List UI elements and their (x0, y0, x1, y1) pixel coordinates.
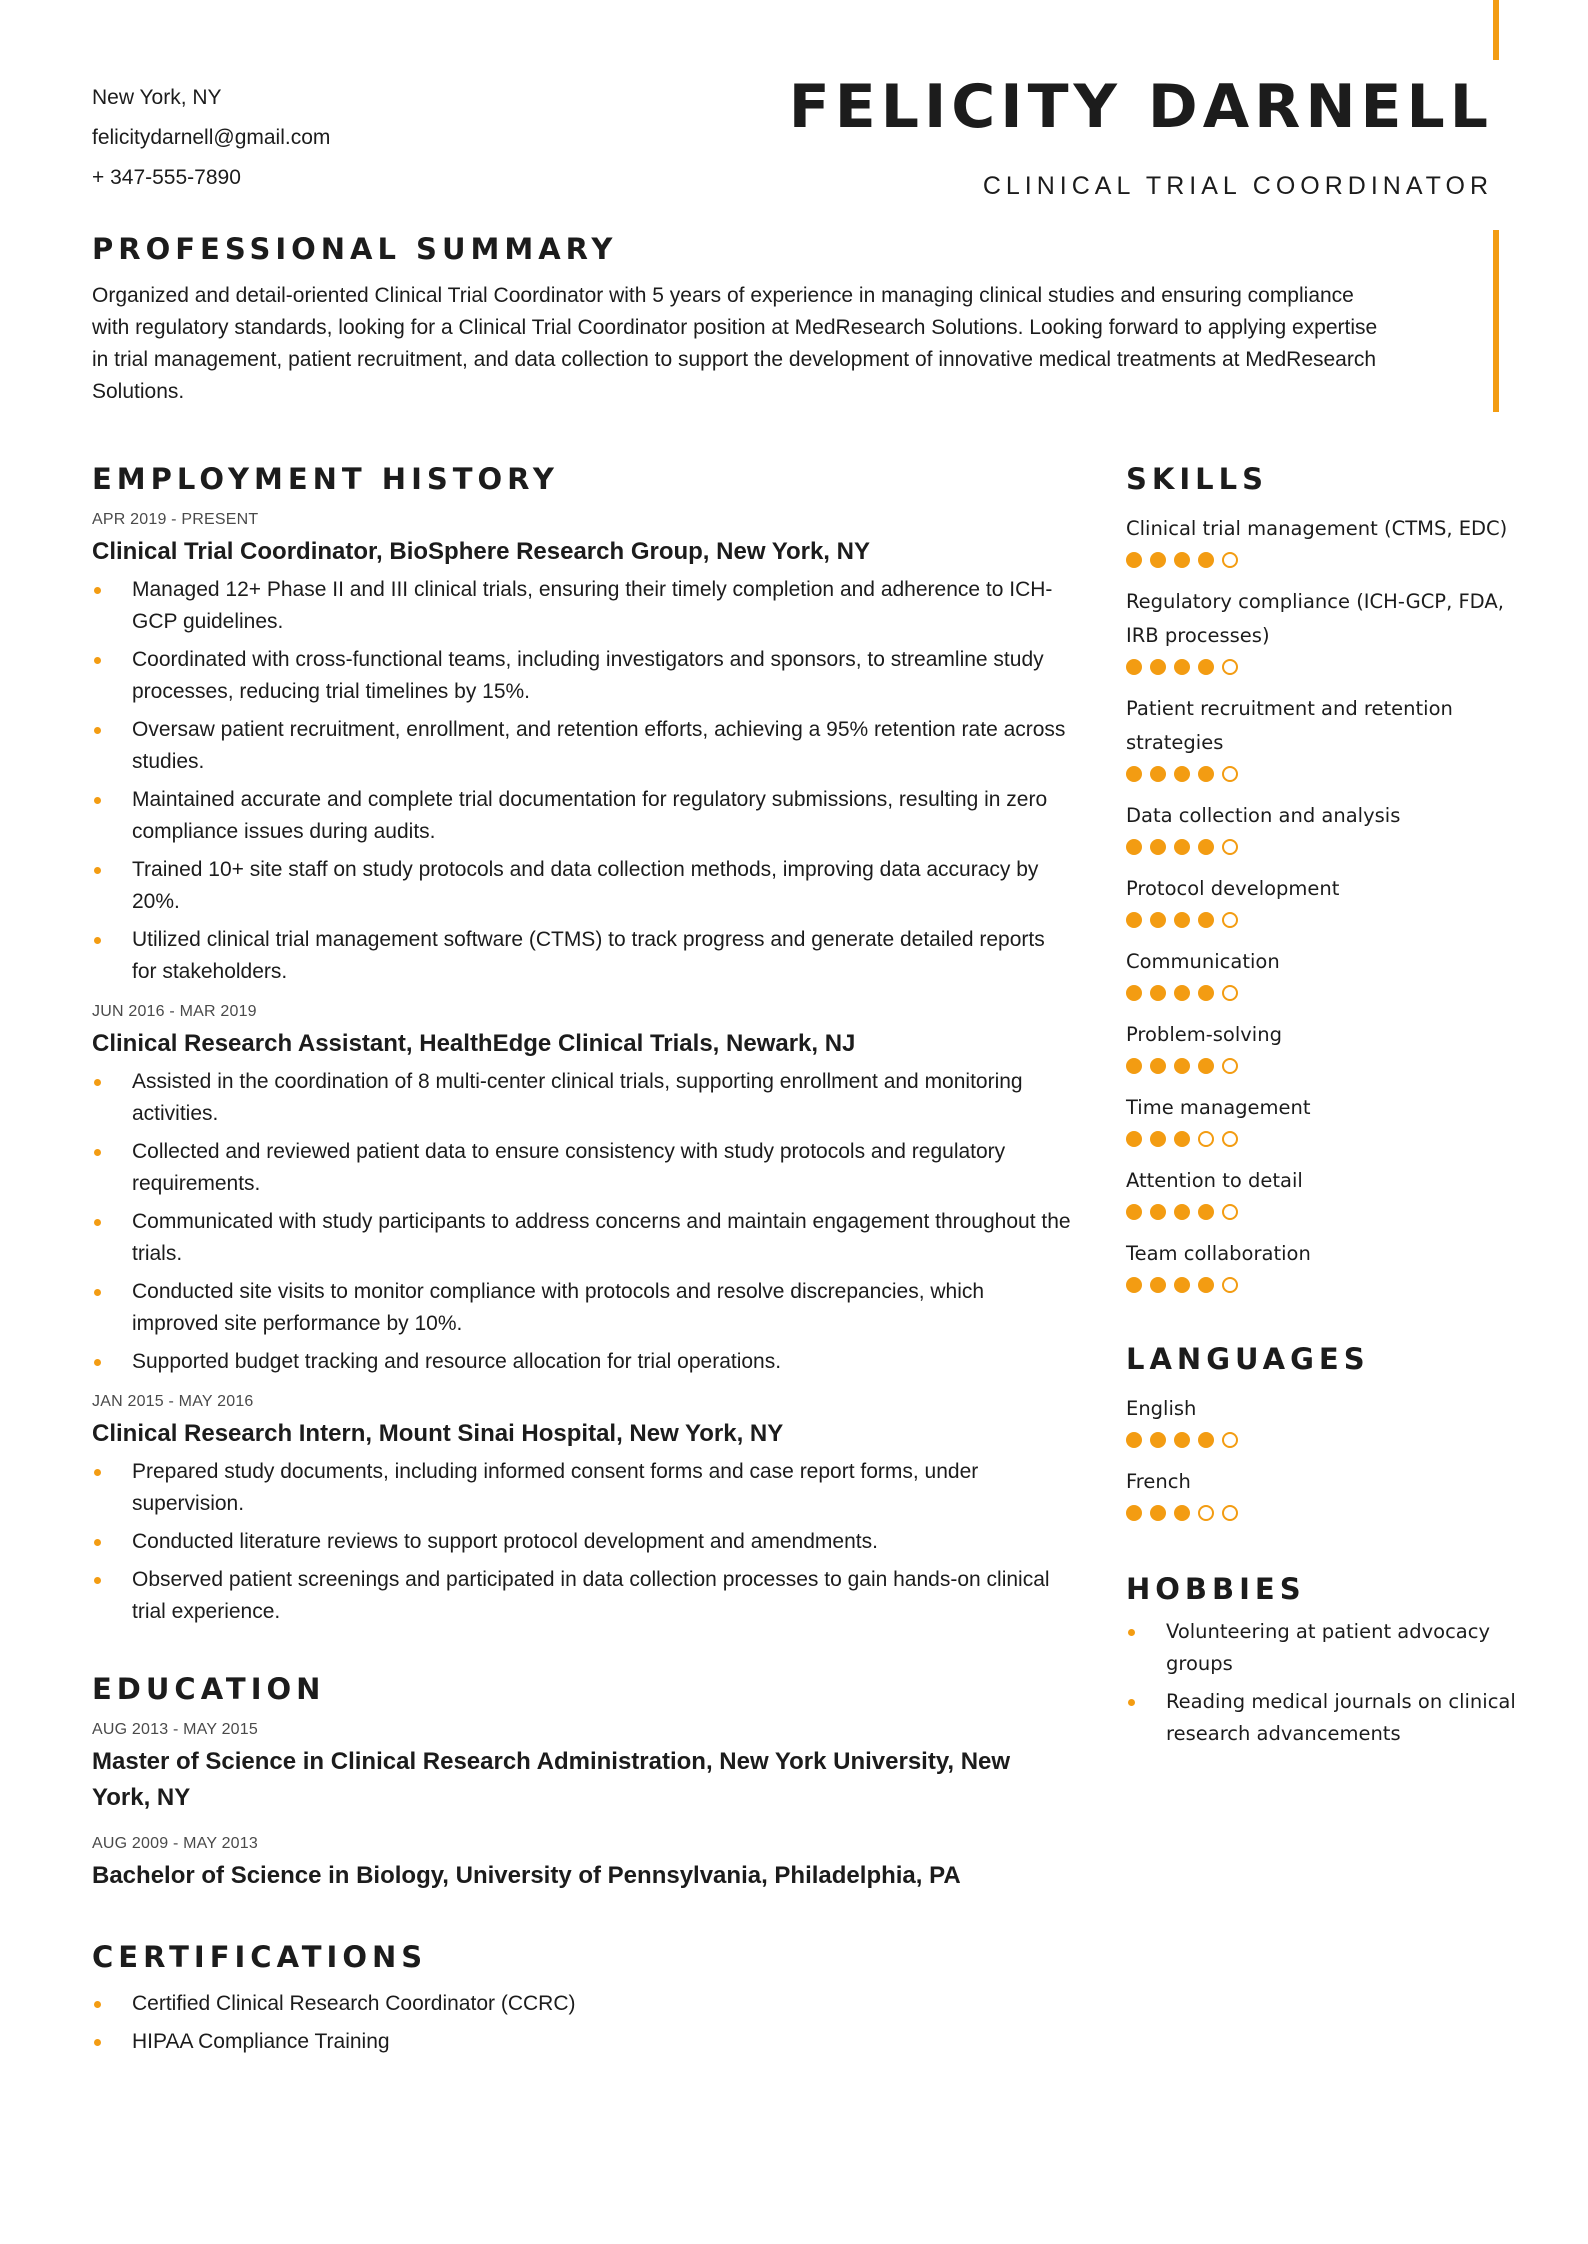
hobbies-section (1126, 1572, 1516, 1750)
education-dates: AUG 2009 - MAY 2013 (92, 1835, 258, 1852)
rating-dots (1126, 766, 1516, 783)
rating-empty-dot-icon (1222, 839, 1238, 855)
rating-filled-dot-icon (1174, 1058, 1190, 1074)
rating-filled-dot-icon (1126, 1058, 1142, 1074)
rating-filled-dot-icon (1150, 985, 1166, 1001)
rating-filled-dot-icon (1150, 1131, 1166, 1147)
rating-filled-dot-icon (1150, 839, 1166, 855)
skill-item-label: Patient recruitment and retention strategies (1126, 697, 1453, 754)
section-heading-education: EDUCATION (92, 1672, 326, 1706)
rating-filled-dot-icon (1174, 1204, 1190, 1220)
main-column (92, 462, 1072, 2064)
rating-empty-dot-icon (1222, 766, 1238, 782)
contact-phone[interactable]: + 347-555-7890 (92, 166, 241, 189)
rating-filled-dot-icon (1198, 1204, 1214, 1220)
rating-dots (1126, 1277, 1516, 1294)
job-role: Clinical Research Assistant, HealthEdge Clinical Trials, Newark, NJ (92, 1030, 856, 1057)
job-bullet-text: Observed patient screenings and participated in data collection processes to gain hands-on clinical trial experience. (132, 1568, 1050, 1623)
skill-item (1126, 1018, 1516, 1075)
bullet-icon (94, 1577, 101, 1584)
rating-empty-dot-icon (1222, 912, 1238, 928)
section-heading-skills: SKILLS (1126, 462, 1268, 496)
job-bullet-item (92, 924, 1072, 988)
language-item-label: French (1126, 1470, 1191, 1493)
section-heading-summary: PROFESSIONAL SUMMARY (92, 232, 618, 266)
hobby-text: Reading medical journals on clinical research advancements (1166, 1690, 1516, 1745)
rating-filled-dot-icon (1150, 659, 1166, 675)
job-bullets (92, 574, 1072, 988)
rating-filled-dot-icon (1126, 1204, 1142, 1220)
skill-item-label: Communication (1126, 950, 1280, 973)
rating-filled-dot-icon (1150, 1505, 1166, 1521)
skill-item-label: Team collaboration (1126, 1242, 1311, 1265)
rating-filled-dot-icon (1126, 1432, 1142, 1448)
skill-item-label: Regulatory compliance (ICH-GCP, FDA, IRB processes) (1126, 590, 1504, 647)
rating-filled-dot-icon (1174, 1505, 1190, 1521)
rating-empty-dot-icon (1198, 1505, 1214, 1521)
bullet-icon (94, 587, 101, 594)
skill-list (1126, 512, 1516, 1294)
skill-item (1126, 1164, 1516, 1221)
job-bullets (92, 1456, 1072, 1628)
bullet-icon (94, 1469, 101, 1476)
job-entry (92, 1002, 1072, 1378)
skill-item (1126, 799, 1516, 856)
education-dates: AUG 2013 - MAY 2015 (92, 1721, 258, 1738)
rating-dots (1126, 985, 1516, 1002)
rating-filled-dot-icon (1174, 552, 1190, 568)
certification-list (92, 1988, 1072, 2058)
rating-dots (1126, 1131, 1516, 1148)
rating-empty-dot-icon (1222, 1432, 1238, 1448)
bullet-icon (94, 1149, 101, 1156)
rating-filled-dot-icon (1126, 659, 1142, 675)
skill-item-label: Clinical trial management (CTMS, EDC) (1126, 517, 1508, 540)
professional-summary-section (92, 232, 1392, 408)
section-heading-hobbies: HOBBIES (1126, 1572, 1306, 1606)
rating-dots (1126, 912, 1516, 929)
job-bullet-text: Maintained accurate and complete trial documentation for regulatory submissions, resulting in zero compliance issues during audits. (132, 788, 1048, 843)
candidate-title: CLINICAL TRIAL COORDINATOR (982, 172, 1493, 200)
job-entry (92, 510, 1072, 988)
bullet-icon (94, 797, 101, 804)
job-dates: JUN 2016 - MAR 2019 (92, 1003, 257, 1020)
certification-item (92, 1988, 1072, 2020)
section-heading-certifications: CERTIFICATIONS (92, 1940, 428, 1974)
rating-dots (1126, 1204, 1516, 1221)
certification-item (92, 2026, 1072, 2058)
rating-filled-dot-icon (1126, 766, 1142, 782)
bullet-icon (94, 1079, 101, 1086)
rating-empty-dot-icon (1222, 985, 1238, 1001)
side-column (1126, 462, 1516, 1756)
skill-item (1126, 872, 1516, 929)
job-list (92, 510, 1072, 1628)
rating-filled-dot-icon (1174, 1131, 1190, 1147)
education-section (92, 1672, 1072, 1894)
job-dates: JAN 2015 - MAY 2016 (92, 1393, 254, 1410)
skill-item (1126, 945, 1516, 1002)
education-entry (92, 1720, 1072, 1816)
skill-item (1126, 1237, 1516, 1294)
job-bullets (92, 1066, 1072, 1378)
job-bullet-item (92, 1564, 1072, 1628)
accent-bar-summary (1493, 230, 1499, 412)
rating-filled-dot-icon (1150, 1277, 1166, 1293)
job-bullet-text: Conducted site visits to monitor compliance with protocols and resolve discrepancies, which improved site performance by 10%. (132, 1280, 985, 1335)
summary-text: Organized and detail-oriented Clinical Trial Coordinator with 5 years of experience in managing clinical studies and ensuring compliance with regulatory standards, looking for a Clinical Trial Coordinator position at MedResearch Solutions. Looking forward to applying expertise in trial management, patient recruitment, and data collection to support the development of innovative medical treatments at MedResearch Solutions. (92, 284, 1378, 403)
rating-filled-dot-icon (1174, 1277, 1190, 1293)
rating-dots (1126, 839, 1516, 856)
job-bullet-text: Managed 12+ Phase II and III clinical trials, ensuring their timely completion and adherence to ICH-GCP guidelines. (132, 578, 1053, 633)
skill-item-label: Problem-solving (1126, 1023, 1282, 1046)
job-bullet-item (92, 1206, 1072, 1270)
job-bullet-item (92, 574, 1072, 638)
rating-filled-dot-icon (1150, 1204, 1166, 1220)
education-entry (92, 1834, 1072, 1894)
rating-empty-dot-icon (1222, 1505, 1238, 1521)
skill-item-label: Time management (1126, 1096, 1311, 1119)
bullet-icon (94, 937, 101, 944)
section-heading-languages: LANGUAGES (1126, 1342, 1370, 1376)
bullet-icon (94, 867, 101, 874)
bullet-icon (94, 1359, 101, 1366)
rating-filled-dot-icon (1198, 1432, 1214, 1448)
education-degree: Bachelor of Science in Biology, University of Pennsylvania, Philadelphia, PA (92, 1862, 961, 1889)
job-bullet-text: Trained 10+ site staff on study protocols and data collection methods, improving data accuracy by 20%. (132, 858, 1039, 913)
contact-location: New York, NY (92, 86, 222, 109)
job-bullet-item (92, 1526, 1072, 1558)
language-list (1126, 1392, 1516, 1522)
education-degree: Master of Science in Clinical Research Administration, New York University, New York, NY (92, 1748, 1011, 1811)
rating-filled-dot-icon (1150, 766, 1166, 782)
rating-filled-dot-icon (1126, 1505, 1142, 1521)
contact-email[interactable]: felicitydarnell@gmail.com (92, 126, 331, 149)
rating-filled-dot-icon (1198, 552, 1214, 568)
rating-filled-dot-icon (1150, 912, 1166, 928)
job-bullet-item (92, 714, 1072, 778)
skill-item-label: Data collection and analysis (1126, 804, 1401, 827)
skill-item (1126, 1091, 1516, 1148)
bullet-icon (94, 657, 101, 664)
education-list (92, 1720, 1072, 1894)
job-bullet-text: Coordinated with cross-functional teams, including investigators and sponsors, to streamline study processes, reducing trial timelines by 15%. (132, 648, 1044, 703)
job-entry (92, 1392, 1072, 1628)
rating-filled-dot-icon (1126, 552, 1142, 568)
skill-item (1126, 585, 1516, 676)
job-bullet-text: Prepared study documents, including informed consent forms and case report forms, under supervision. (132, 1460, 979, 1515)
bullet-icon (94, 2001, 101, 2008)
rating-dots (1126, 1505, 1516, 1522)
rating-filled-dot-icon (1198, 766, 1214, 782)
job-bullet-text: Conducted literature reviews to support protocol development and amendments. (132, 1530, 878, 1553)
hobby-item (1126, 1616, 1516, 1680)
rating-dots (1126, 552, 1516, 569)
candidate-name: FELICITY DARNELL (788, 72, 1493, 142)
rating-empty-dot-icon (1198, 1131, 1214, 1147)
rating-filled-dot-icon (1126, 1277, 1142, 1293)
rating-filled-dot-icon (1126, 1131, 1142, 1147)
job-bullet-text: Assisted in the coordination of 8 multi-center clinical trials, supporting enrollment and monitoring activities. (132, 1070, 1023, 1125)
rating-empty-dot-icon (1222, 1277, 1238, 1293)
rating-filled-dot-icon (1174, 912, 1190, 928)
job-bullet-text: Communicated with study participants to address concerns and maintain engagement throughout the trials. (132, 1210, 1071, 1265)
certification-text: HIPAA Compliance Training (132, 2030, 390, 2053)
rating-filled-dot-icon (1150, 1058, 1166, 1074)
rating-filled-dot-icon (1126, 912, 1142, 928)
bullet-icon (94, 1539, 101, 1546)
language-item (1126, 1465, 1516, 1522)
job-role: Clinical Research Intern, Mount Sinai Hospital, New York, NY (92, 1420, 784, 1447)
language-item (1126, 1392, 1516, 1449)
hobby-list (1126, 1616, 1516, 1750)
job-dates: APR 2019 - PRESENT (92, 511, 259, 528)
section-heading-employment: EMPLOYMENT HISTORY (92, 462, 559, 496)
bullet-icon (94, 1219, 101, 1226)
skill-item (1126, 512, 1516, 569)
hobby-text: Volunteering at patient advocacy groups (1166, 1620, 1491, 1675)
rating-filled-dot-icon (1198, 1058, 1214, 1074)
rating-empty-dot-icon (1222, 1058, 1238, 1074)
job-bullet-item (92, 644, 1072, 708)
certifications-section (92, 1940, 1072, 2058)
rating-empty-dot-icon (1222, 552, 1238, 568)
job-bullet-item (92, 1136, 1072, 1200)
rating-filled-dot-icon (1126, 985, 1142, 1001)
accent-bar-top (1493, 0, 1499, 60)
job-bullet-text: Oversaw patient recruitment, enrollment, and retention efforts, achieving a 95% retention rate across studies. (132, 718, 1066, 773)
rating-filled-dot-icon (1150, 552, 1166, 568)
job-role: Clinical Trial Coordinator, BioSphere Research Group, New York, NY (92, 538, 870, 565)
rating-filled-dot-icon (1126, 839, 1142, 855)
skill-item (1126, 692, 1516, 783)
bullet-icon (1128, 1629, 1135, 1636)
rating-filled-dot-icon (1174, 766, 1190, 782)
rating-filled-dot-icon (1198, 1277, 1214, 1293)
skill-item-label: Protocol development (1126, 877, 1340, 900)
rating-dots (1126, 1058, 1516, 1075)
rating-filled-dot-icon (1198, 985, 1214, 1001)
bullet-icon (94, 2039, 101, 2046)
rating-filled-dot-icon (1174, 659, 1190, 675)
bullet-icon (1128, 1699, 1135, 1706)
rating-dots (1126, 1432, 1516, 1449)
job-bullet-item (92, 854, 1072, 918)
rating-dots (1126, 659, 1516, 676)
job-bullet-text: Collected and reviewed patient data to ensure consistency with study protocols and regulatory requirements. (132, 1140, 1006, 1195)
rating-empty-dot-icon (1222, 659, 1238, 675)
bullet-icon (94, 1289, 101, 1296)
bullet-icon (94, 727, 101, 734)
rating-filled-dot-icon (1150, 1432, 1166, 1448)
skills-section (1126, 462, 1516, 1294)
rating-empty-dot-icon (1222, 1204, 1238, 1220)
job-bullet-item (92, 1456, 1072, 1520)
rating-filled-dot-icon (1174, 985, 1190, 1001)
job-bullet-text: Supported budget tracking and resource allocation for trial operations. (132, 1350, 782, 1373)
rating-filled-dot-icon (1198, 839, 1214, 855)
language-item-label: English (1126, 1397, 1197, 1420)
job-bullet-item (92, 784, 1072, 848)
hobby-item (1126, 1686, 1516, 1750)
employment-section (92, 462, 1072, 1628)
rating-filled-dot-icon (1198, 912, 1214, 928)
skill-item-label: Attention to detail (1126, 1169, 1303, 1192)
contact-info (92, 78, 330, 198)
languages-section (1126, 1342, 1516, 1522)
rating-filled-dot-icon (1174, 839, 1190, 855)
job-bullet-item (92, 1346, 1072, 1378)
job-bullet-item (92, 1276, 1072, 1340)
rating-filled-dot-icon (1174, 1432, 1190, 1448)
job-bullet-text: Utilized clinical trial management software (CTMS) to track progress and generate detailed reports for stakeholders. (132, 928, 1045, 983)
certification-text: Certified Clinical Research Coordinator (CCRC) (132, 1992, 576, 2015)
rating-filled-dot-icon (1198, 659, 1214, 675)
job-bullet-item (92, 1066, 1072, 1130)
rating-empty-dot-icon (1222, 1131, 1238, 1147)
